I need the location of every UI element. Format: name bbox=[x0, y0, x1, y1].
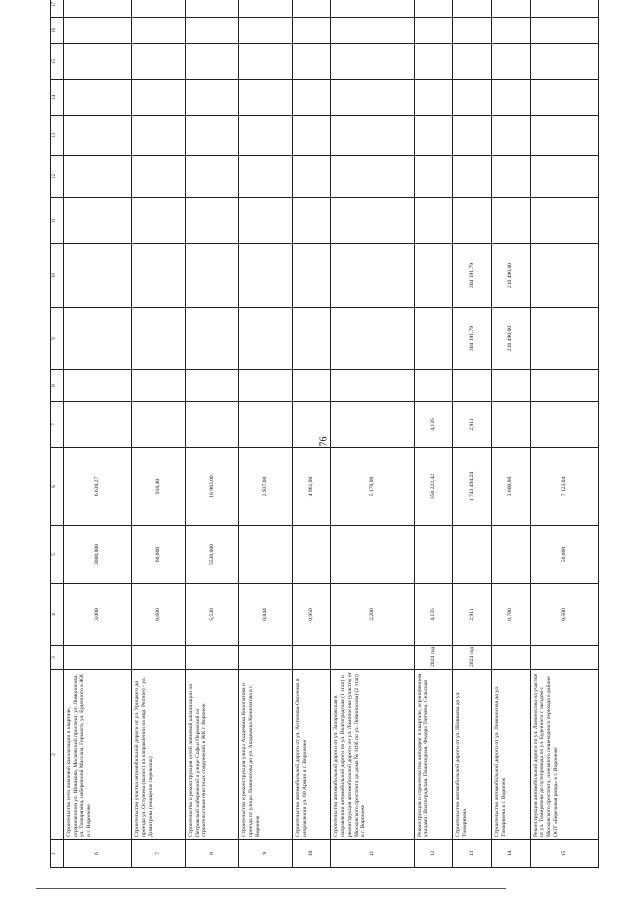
cell-cost: 5 170,00 bbox=[331, 448, 414, 526]
table-row bbox=[453, 0, 492, 868]
cell-area bbox=[331, 526, 414, 584]
cell-c9 bbox=[331, 308, 414, 370]
cell-c8 bbox=[239, 370, 293, 402]
cell-c7 bbox=[491, 402, 530, 448]
cell-area bbox=[453, 526, 492, 584]
cell-c15 bbox=[491, 44, 530, 80]
page-number: 76 bbox=[318, 436, 330, 447]
cell-c15 bbox=[414, 44, 453, 80]
cell-c14 bbox=[453, 80, 492, 116]
cell-c10 bbox=[331, 244, 414, 308]
cell-year: 2024 год bbox=[414, 646, 453, 670]
cell-c15 bbox=[185, 44, 239, 80]
cell-c7: 4,135 bbox=[414, 402, 453, 448]
cell-c8 bbox=[64, 370, 132, 402]
header-cell: 12 bbox=[51, 156, 64, 198]
cell-c9 bbox=[132, 308, 186, 370]
cell-c15 bbox=[331, 44, 414, 80]
cell-c14 bbox=[292, 80, 331, 116]
cell-c16 bbox=[132, 18, 186, 44]
cell-num: 11 bbox=[331, 840, 414, 868]
cell-c15 bbox=[132, 44, 186, 80]
cell-name: Строительство и реконструкция улицы Академика Конопатова и проезда от улицы Ломоносова до ул. Академика Конопатова в г. Воронеж bbox=[239, 670, 293, 840]
cell-num: 10 bbox=[292, 840, 331, 868]
cell-length: 0,950 bbox=[292, 584, 331, 646]
bottom-rule bbox=[36, 888, 506, 889]
cell-c10 bbox=[185, 244, 239, 308]
cell-name: Реконструкция и строительство автодорог в квартале, ограниченном улицами: Волгоградская, Пешеходная, Федора Тютчева, Сельская bbox=[414, 670, 453, 840]
cell-num: 12 bbox=[414, 840, 453, 868]
cell-name: Строительство автомобильной дороги от ул. Ломоносова до ул. Тимирязева в г. Воронеж bbox=[491, 670, 530, 840]
cell-c8 bbox=[185, 370, 239, 402]
header-cell: 1 bbox=[51, 840, 64, 868]
table-row bbox=[292, 0, 331, 868]
cell-c12 bbox=[292, 156, 331, 198]
cell-c17 bbox=[64, 0, 132, 18]
table-row bbox=[239, 0, 293, 868]
table-row bbox=[64, 0, 132, 868]
cell-c16 bbox=[491, 18, 530, 44]
cell-c16 bbox=[453, 18, 492, 44]
header-row bbox=[51, 0, 64, 868]
table-row bbox=[414, 0, 453, 868]
cell-c16 bbox=[331, 18, 414, 44]
cell-c9: 304 191,79 bbox=[453, 308, 492, 370]
cell-year bbox=[239, 646, 293, 670]
header-cell: 5 bbox=[51, 526, 64, 584]
header-cell: 6 bbox=[51, 448, 64, 526]
cell-year bbox=[132, 646, 186, 670]
cell-c12 bbox=[530, 156, 598, 198]
cell-c8 bbox=[292, 370, 331, 402]
cell-c7 bbox=[530, 402, 598, 448]
table-row bbox=[530, 0, 598, 868]
cell-c14 bbox=[64, 80, 132, 116]
cell-cost: 3 600,00 bbox=[491, 448, 530, 526]
cell-c10: 210 490,00 bbox=[491, 244, 530, 308]
cell-cost: 6 639,27 bbox=[64, 448, 132, 526]
cell-c13 bbox=[453, 116, 492, 156]
cell-c15 bbox=[64, 44, 132, 80]
header-cell: 16 bbox=[51, 18, 64, 44]
cell-c12 bbox=[453, 156, 492, 198]
cell-c16 bbox=[292, 18, 331, 44]
cell-c11 bbox=[491, 198, 530, 244]
cell-num: 13 bbox=[453, 840, 492, 868]
cell-cost: 16 983,00 bbox=[185, 448, 239, 526]
cell-c7 bbox=[185, 402, 239, 448]
cell-c7 bbox=[292, 402, 331, 448]
cell-c13 bbox=[530, 116, 598, 156]
cell-c8 bbox=[331, 370, 414, 402]
cell-c10 bbox=[64, 244, 132, 308]
cell-num: 14 bbox=[491, 840, 530, 868]
cell-c17 bbox=[414, 0, 453, 18]
cell-area bbox=[292, 526, 331, 584]
cell-c14 bbox=[239, 80, 293, 116]
cell-c13 bbox=[185, 116, 239, 156]
cell-c12 bbox=[239, 156, 293, 198]
cell-c11 bbox=[185, 198, 239, 244]
cell-name: Строительство автомобильной дороги от ул. Шишкова до ул. Тимирязева bbox=[453, 670, 492, 840]
cell-cost: 2 937,00 bbox=[239, 448, 293, 526]
cell-c12 bbox=[64, 156, 132, 198]
cell-c12 bbox=[491, 156, 530, 198]
header-cell: 4 bbox=[51, 584, 64, 646]
cell-c7 bbox=[331, 402, 414, 448]
cell-c10 bbox=[414, 244, 453, 308]
table-row bbox=[132, 0, 186, 868]
rotated-table-container bbox=[50, 2, 599, 868]
cell-c11 bbox=[414, 198, 453, 244]
cell-c15 bbox=[292, 44, 331, 80]
cell-c17 bbox=[185, 0, 239, 18]
cell-area bbox=[414, 526, 453, 584]
cell-area: 50,000 bbox=[530, 526, 598, 584]
cell-cost: 350 222,42 bbox=[414, 448, 453, 526]
cell-c14 bbox=[530, 80, 598, 116]
cell-year bbox=[292, 646, 331, 670]
cell-num: 6 bbox=[64, 840, 132, 868]
cell-c13 bbox=[491, 116, 530, 156]
cell-name: Строительство и реконструкция сетей ливневой канализации по Петровской набережной и улице Софьи Перовской со строительством очистных сооружений в ЖК г. Воронеж bbox=[185, 670, 239, 840]
header-cell: 7 bbox=[51, 402, 64, 448]
cell-year bbox=[185, 646, 239, 670]
cell-num: 15 bbox=[530, 840, 598, 868]
cell-c12 bbox=[331, 156, 414, 198]
cell-c17 bbox=[292, 0, 331, 18]
cell-c8 bbox=[414, 370, 453, 402]
table-row bbox=[331, 0, 414, 868]
cell-c11 bbox=[132, 198, 186, 244]
cell-c14 bbox=[185, 80, 239, 116]
cell-year: 2024 год bbox=[453, 646, 492, 670]
header-cell: 9 bbox=[51, 308, 64, 370]
cell-area: 3000,000 bbox=[64, 526, 132, 584]
cell-c17 bbox=[453, 0, 492, 18]
cell-c9 bbox=[530, 308, 598, 370]
cell-length: 2,200 bbox=[331, 584, 414, 646]
cell-name: Строительство автомобильной дороги от ул. Запорожская в направлении автомобильной дороги по ул. Волгоградская (1 этап) и реконструкция автомобильной дороги по ул. Ломоносова (участок от Московского проспекта до дома № 116б по ул. Ломоносова) (2 этап) в г. Воронеже bbox=[331, 670, 414, 840]
cell-length: 0,780 bbox=[491, 584, 530, 646]
cell-cost: 4 961,00 bbox=[292, 448, 331, 526]
cell-c16 bbox=[64, 18, 132, 44]
cell-c7 bbox=[239, 402, 293, 448]
cell-num: 9 bbox=[239, 840, 293, 868]
cell-c9: 210 490,00 bbox=[491, 308, 530, 370]
header-cell: 17 bbox=[51, 0, 64, 18]
cell-area: 60,000 bbox=[132, 526, 186, 584]
table-viewport bbox=[50, 2, 599, 868]
cell-c17 bbox=[132, 0, 186, 18]
cell-year bbox=[331, 646, 414, 670]
cell-c13 bbox=[292, 116, 331, 156]
cell-length: 3,000 bbox=[64, 584, 132, 646]
header-cell: 13 bbox=[51, 116, 64, 156]
cell-c11 bbox=[453, 198, 492, 244]
cell-area: 5530,000 bbox=[185, 526, 239, 584]
cell-c9 bbox=[185, 308, 239, 370]
cell-c13 bbox=[132, 116, 186, 156]
cell-num: 8 bbox=[185, 840, 239, 868]
cell-c16 bbox=[414, 18, 453, 44]
cell-c16 bbox=[185, 18, 239, 44]
cell-c11 bbox=[530, 198, 598, 244]
cell-c13 bbox=[331, 116, 414, 156]
cell-c10 bbox=[132, 244, 186, 308]
cell-c14 bbox=[132, 80, 186, 116]
header-cell: 2 bbox=[51, 670, 64, 840]
cell-c14 bbox=[491, 80, 530, 116]
cell-area bbox=[491, 526, 530, 584]
cell-name: Строительство сети ливневой канализации в квартале, ограниченном ул. Шишкова, Московский проспект, ул. Ломоносова, ул. Тимирязева, набережной Массана, Горького, ул. Буденного в ЖК и г. Воронеже bbox=[64, 670, 132, 840]
header-cell: 14 bbox=[51, 80, 64, 116]
cell-c14 bbox=[331, 80, 414, 116]
cell-c17 bbox=[331, 0, 414, 18]
header-cell: 10 bbox=[51, 244, 64, 308]
data-table bbox=[50, 0, 599, 868]
cell-name: Строительство автомобильной дороги от ул. Антонова-Овсеенко в направлении ул. 60 Армии в г. Воронеже bbox=[292, 670, 331, 840]
cell-length: 0,844 bbox=[239, 584, 293, 646]
cell-length: 4,135 bbox=[414, 584, 453, 646]
cell-c13 bbox=[414, 116, 453, 156]
header-cell: 8 bbox=[51, 370, 64, 402]
cell-num: 7 bbox=[132, 840, 186, 868]
cell-c9 bbox=[239, 308, 293, 370]
cell-c15 bbox=[239, 44, 293, 80]
header-cell: 11 bbox=[51, 198, 64, 244]
cell-c8 bbox=[132, 370, 186, 402]
cell-c10 bbox=[292, 244, 331, 308]
cell-c9 bbox=[292, 308, 331, 370]
header-cell: 15 bbox=[51, 44, 64, 80]
cell-c17 bbox=[491, 0, 530, 18]
cell-length: 0,600 bbox=[132, 584, 186, 646]
cell-length: 2,911 bbox=[453, 584, 492, 646]
cell-c11 bbox=[292, 198, 331, 244]
cell-c16 bbox=[239, 18, 293, 44]
cell-cost: 7 123,04 bbox=[530, 448, 598, 526]
cell-c13 bbox=[64, 116, 132, 156]
cell-length: 5,530 bbox=[185, 584, 239, 646]
cell-c7 bbox=[64, 402, 132, 448]
cell-c17 bbox=[530, 0, 598, 18]
table-row bbox=[491, 0, 530, 868]
cell-c9 bbox=[414, 308, 453, 370]
cell-cost: 1 743 494,24 bbox=[453, 448, 492, 526]
table-row bbox=[185, 0, 239, 868]
cell-c12 bbox=[132, 156, 186, 198]
cell-year bbox=[491, 646, 530, 670]
cell-year bbox=[530, 646, 598, 670]
cell-c11 bbox=[331, 198, 414, 244]
cell-c11 bbox=[239, 198, 293, 244]
cell-c11 bbox=[64, 198, 132, 244]
cell-c7: 2,911 bbox=[453, 402, 492, 448]
cell-c10 bbox=[239, 244, 293, 308]
cell-c13 bbox=[239, 116, 293, 156]
cell-c8 bbox=[530, 370, 598, 402]
cell-c10: 304 191,79 bbox=[453, 244, 492, 308]
cell-year bbox=[64, 646, 132, 670]
cell-c12 bbox=[185, 156, 239, 198]
cell-c14 bbox=[414, 80, 453, 116]
cell-c7 bbox=[132, 402, 186, 448]
cell-c8 bbox=[453, 370, 492, 402]
cell-c10 bbox=[530, 244, 598, 308]
cell-area bbox=[239, 526, 293, 584]
cell-c16 bbox=[530, 18, 598, 44]
cell-name: Строительство участка автомобильной дороги от ул. Урицкого до проезда ул. Остужева (вынос) на направлении на мкр. Репное) - ул. Димитрова (очищение перевозок) bbox=[132, 670, 186, 840]
cell-c15 bbox=[453, 44, 492, 80]
cell-length: 0,500 bbox=[530, 584, 598, 646]
header-cell: 3 bbox=[51, 646, 64, 670]
cell-name: Реконструкция автомобильной дороги по ул. Ломоносова на участке от ул. Тимирязева до путепровода по ул. Буденного с заездом с Московского проспекта, наземного пешеходного перехода в районе ООТ «Березовая роща» в г. Воронеже bbox=[530, 670, 598, 840]
cell-cost: 918,40 bbox=[132, 448, 186, 526]
cell-c15 bbox=[530, 44, 598, 80]
cell-c12 bbox=[414, 156, 453, 198]
table-body bbox=[51, 0, 599, 868]
cell-c17 bbox=[239, 0, 293, 18]
cell-c9 bbox=[64, 308, 132, 370]
cell-c8 bbox=[491, 370, 530, 402]
